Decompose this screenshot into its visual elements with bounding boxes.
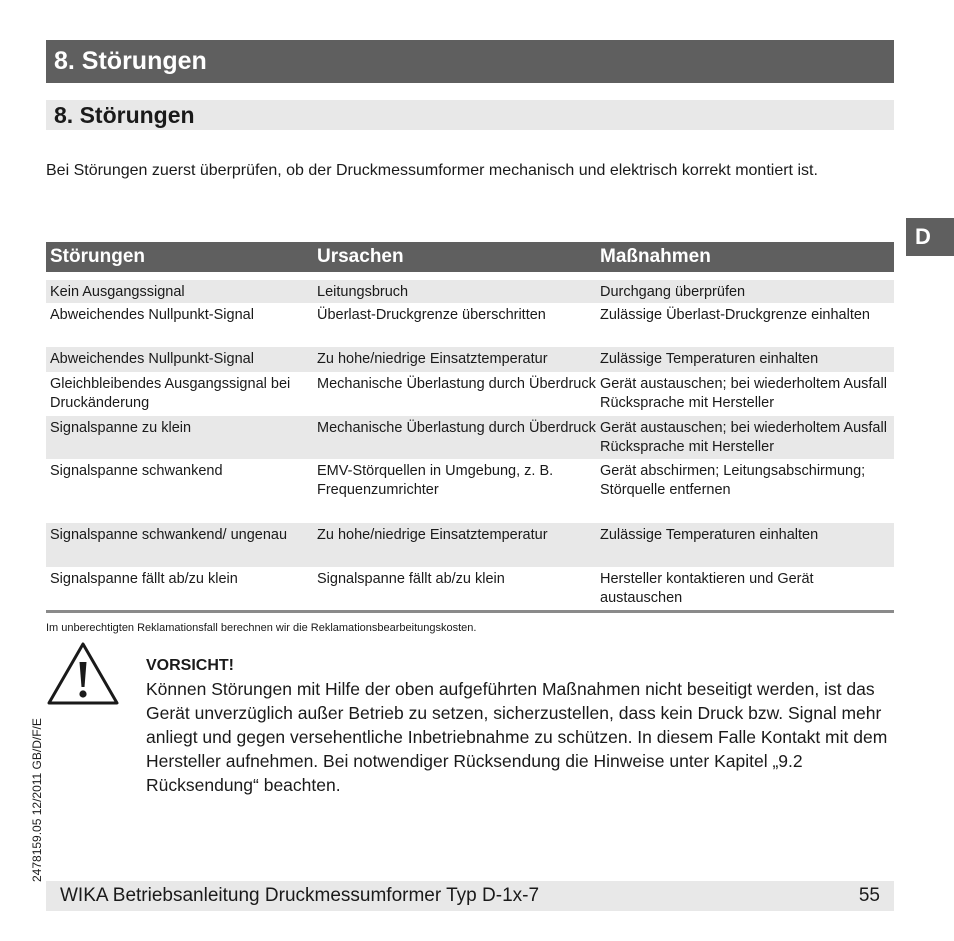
cell-action: Gerät austauschen; bei wiederholtem Ausfall Rücksprache mit Hersteller <box>600 420 887 455</box>
cell-action: Zulässige Überlast-Druckgrenze einhalten <box>600 307 870 323</box>
cell-cause: Zu hohe/niedrige Einsatztemperatur <box>317 527 548 543</box>
table-row <box>46 523 894 567</box>
cell-action: Durchgang überprüfen <box>600 284 746 300</box>
table-header <box>46 242 894 272</box>
table-row <box>46 459 894 523</box>
cell-fault: Abweichendes Nullpunkt-Signal <box>50 307 254 323</box>
table-row <box>46 280 894 303</box>
cell-cause: EMV-Störquellen in Umgebung, z. B. Frequenzumrichter <box>317 463 554 498</box>
warning-text: Können Störungen mit Hilfe der oben aufgeführten Maßnahmen nicht beseitigt werden, ist das Gerät unverzüglich außer Betrieb zu setzen, sicherzustellen, dass kein Druck bzw. Signal mehr anliegt und gegen versehentliche Inbetriebnahme zu schützen. In diesem Falle Kontakt mit dem Hersteller aufnehmen. Bei notwendiger Rücksendung die Hinweise unter Kapitel „9.2 Rücksendung“ beachten. <box>146 679 888 795</box>
header-ursachen: Ursachen <box>317 246 404 267</box>
section-title: 8. Störungen <box>46 100 894 130</box>
header-massnahmen: Maßnahmen <box>600 246 711 267</box>
warning-title: VORSICHT! <box>146 657 234 674</box>
footer-title: WIKA Betriebsanleitung Druckmessumformer Typ D-1x-7 <box>60 885 540 906</box>
language-tab: D <box>906 218 954 256</box>
intro-text: Bei Störungen zuerst überprüfen, ob der Druckmessumformer mechanisch und elektrisch korrekt montiert ist. <box>46 162 818 179</box>
cell-fault: Signalspanne schwankend <box>50 463 223 479</box>
cell-cause: Überlast-Druckgrenze überschritten <box>317 307 546 323</box>
footnote: Im unberechtigten Reklamationsfall berechnen wir die Reklamationsbearbeitungskosten. <box>46 622 477 634</box>
table-row <box>46 567 894 610</box>
chapter-title: 8. Störungen <box>46 40 894 83</box>
cell-action: Zulässige Temperaturen einhalten <box>600 527 819 543</box>
cell-fault: Gleichbleibendes Ausgangssignal bei Druckänderung <box>50 376 291 411</box>
table-row <box>46 347 894 372</box>
cell-action: Gerät abschirmen; Leitungsabschirmung; Störquelle entfernen <box>600 463 866 498</box>
troubleshooting-table <box>46 242 894 613</box>
cell-action: Zulässige Temperaturen einhalten <box>600 351 819 367</box>
table-row <box>46 372 894 416</box>
table-row <box>46 416 894 459</box>
cell-fault: Kein Ausgangssignal <box>50 284 185 300</box>
cell-action: Hersteller kontaktieren und Gerät austauschen <box>600 571 814 606</box>
cell-fault: Signalspanne zu klein <box>50 420 192 436</box>
cell-fault: Signalspanne fällt ab/zu klein <box>50 571 238 587</box>
table-bottom-rule <box>46 610 894 613</box>
cell-fault: Signalspanne schwankend/ ungenau <box>50 527 288 543</box>
cell-fault: Abweichendes Nullpunkt-Signal <box>50 351 254 367</box>
page-number: 55 <box>858 885 880 906</box>
cell-cause: Mechanische Überlastung durch Überdruck <box>317 376 596 392</box>
cell-action: Gerät austauschen; bei wiederholtem Ausfall Rücksprache mit Hersteller <box>600 376 887 411</box>
page-footer <box>46 881 894 911</box>
cell-cause: Mechanische Überlastung durch Überdruck <box>317 420 596 436</box>
cell-cause: Zu hohe/niedrige Einsatztemperatur <box>317 351 548 367</box>
header-stoerungen: Störungen <box>50 246 145 267</box>
document-number: 2478159.05 12/2011 GB/D/F/E <box>30 718 44 882</box>
cell-cause: Leitungsbruch <box>317 284 409 300</box>
cell-cause: Signalspanne fällt ab/zu klein <box>317 571 505 587</box>
table-row <box>46 303 894 347</box>
warning-triangle-icon <box>46 640 120 706</box>
